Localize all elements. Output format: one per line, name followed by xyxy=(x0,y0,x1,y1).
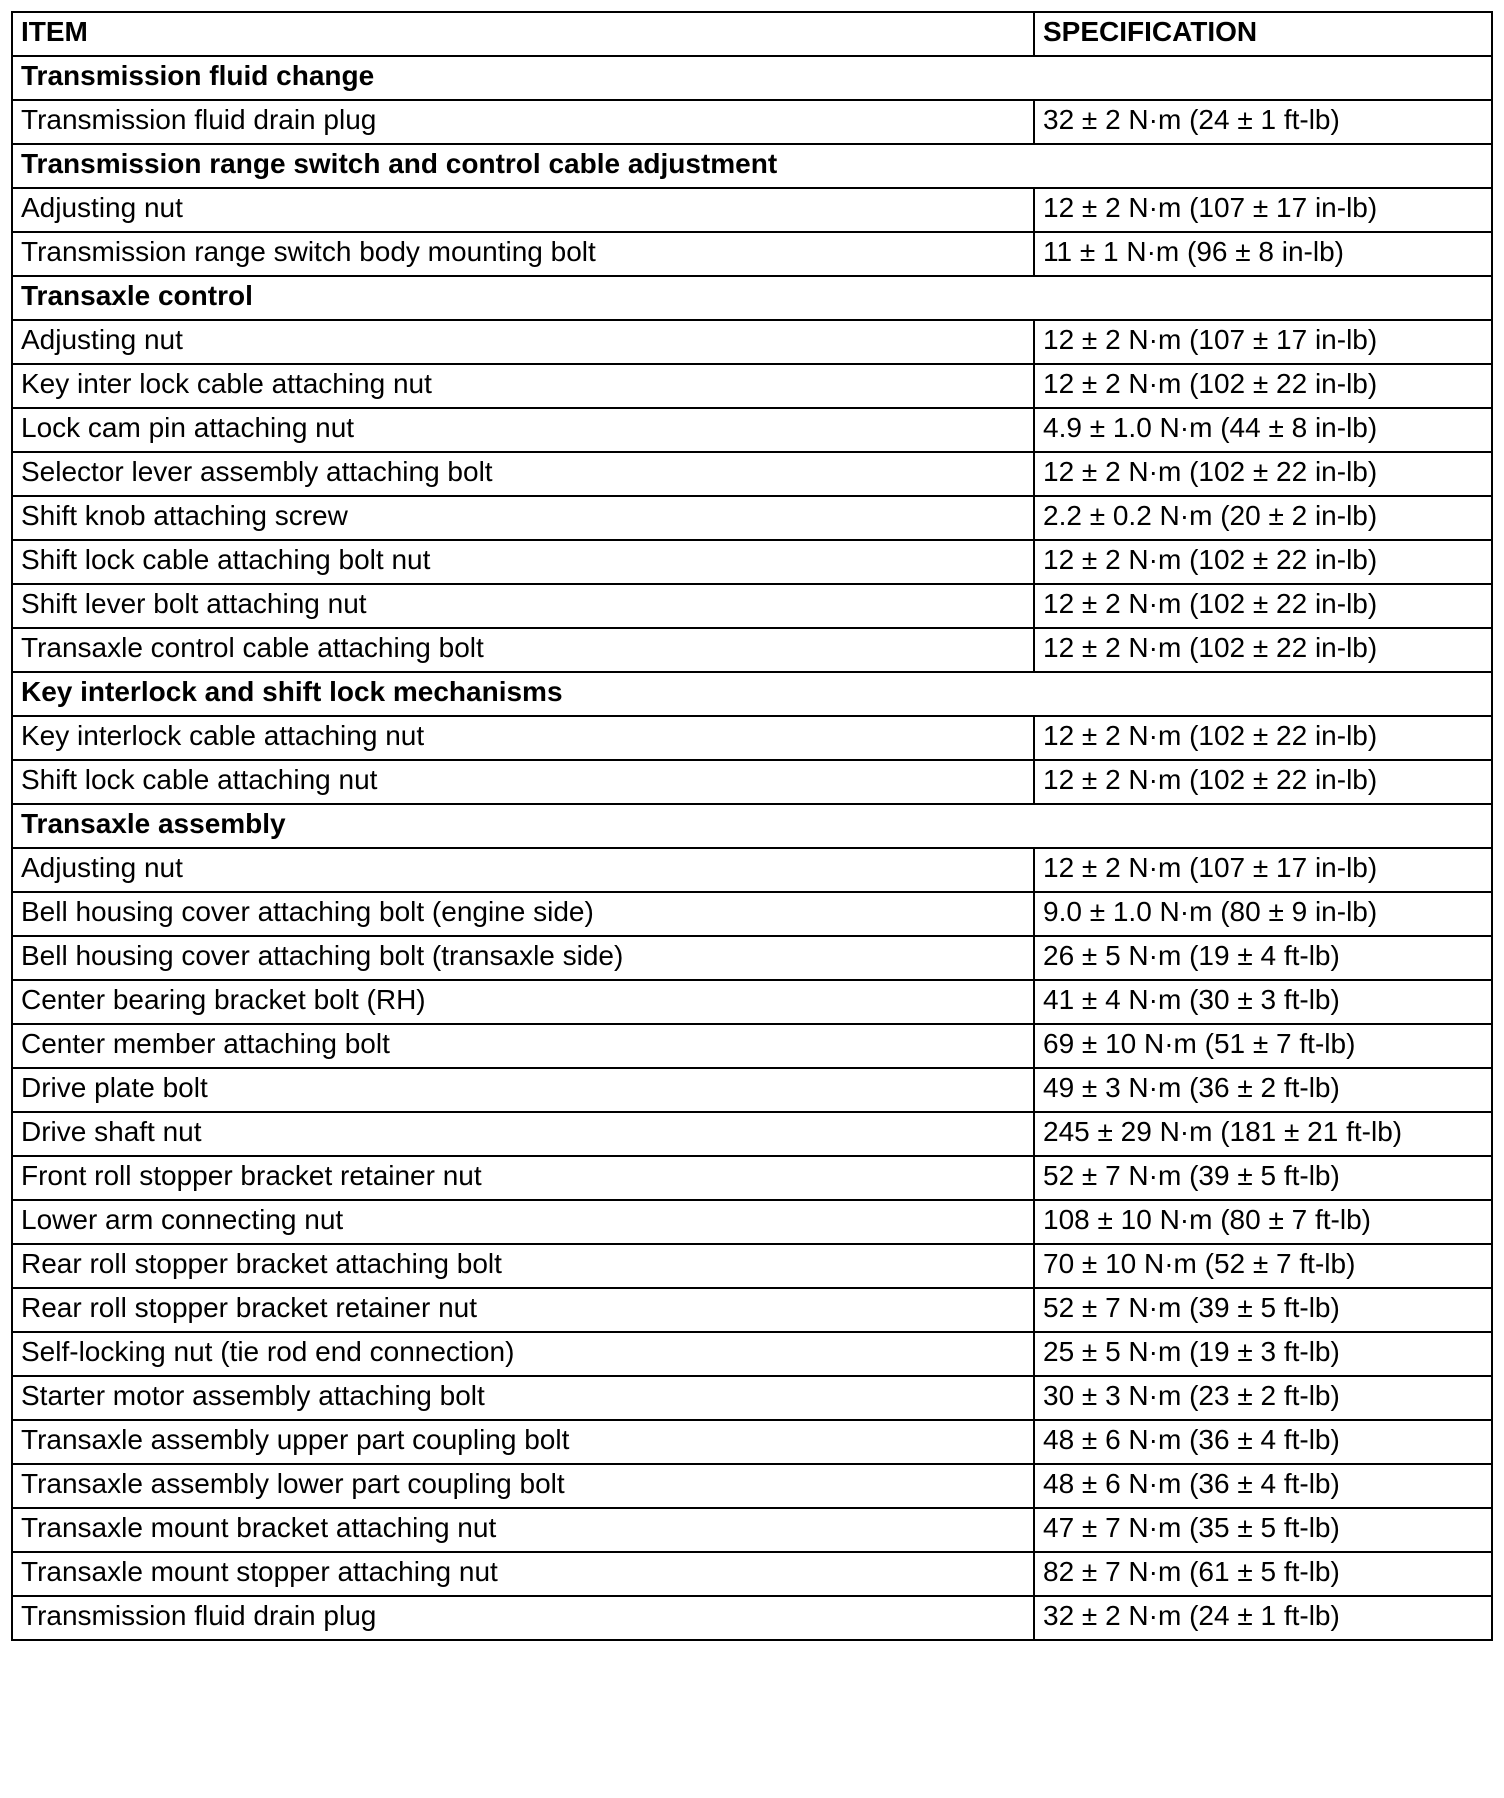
table-row xyxy=(12,232,1492,276)
item-cell: Self-locking nut (tie rod end connection) xyxy=(12,1332,1034,1376)
item-cell: Adjusting nut xyxy=(12,188,1034,232)
table-row xyxy=(12,1288,1492,1332)
specification-cell: 12 ± 2 N·m (102 ± 22 in-lb) xyxy=(1034,628,1492,672)
section-row xyxy=(12,144,1492,188)
section-title: Transaxle control xyxy=(12,276,1492,320)
item-cell: Transmission fluid drain plug xyxy=(12,100,1034,144)
item-cell: Transmission fluid drain plug xyxy=(12,1596,1034,1640)
item-cell: Shift lock cable attaching bolt nut xyxy=(12,540,1034,584)
specification-cell: 2.2 ± 0.2 N·m (20 ± 2 in-lb) xyxy=(1034,496,1492,540)
specification-cell: 12 ± 2 N·m (107 ± 17 in-lb) xyxy=(1034,848,1492,892)
specification-cell: 69 ± 10 N·m (51 ± 7 ft-lb) xyxy=(1034,1024,1492,1068)
specification-cell: 52 ± 7 N·m (39 ± 5 ft-lb) xyxy=(1034,1156,1492,1200)
specification-cell: 41 ± 4 N·m (30 ± 3 ft-lb) xyxy=(1034,980,1492,1024)
specification-cell: 12 ± 2 N·m (107 ± 17 in-lb) xyxy=(1034,188,1492,232)
table-row xyxy=(12,408,1492,452)
table-row xyxy=(12,980,1492,1024)
item-cell: Bell housing cover attaching bolt (engine side) xyxy=(12,892,1034,936)
table-row xyxy=(12,496,1492,540)
table-row xyxy=(12,100,1492,144)
item-cell: Transaxle assembly upper part coupling bolt xyxy=(12,1420,1034,1464)
section-title: Key interlock and shift lock mechanisms xyxy=(12,672,1492,716)
table-row xyxy=(12,1068,1492,1112)
column-header-item: ITEM xyxy=(12,12,1034,56)
specification-cell: 12 ± 2 N·m (107 ± 17 in-lb) xyxy=(1034,320,1492,364)
specification-cell: 12 ± 2 N·m (102 ± 22 in-lb) xyxy=(1034,540,1492,584)
section-title: Transmission range switch and control cable adjustment xyxy=(12,144,1492,188)
specification-cell: 245 ± 29 N·m (181 ± 21 ft-lb) xyxy=(1034,1112,1492,1156)
specification-cell: 30 ± 3 N·m (23 ± 2 ft-lb) xyxy=(1034,1376,1492,1420)
item-cell: Transaxle assembly lower part coupling bolt xyxy=(12,1464,1034,1508)
specification-cell: 48 ± 6 N·m (36 ± 4 ft-lb) xyxy=(1034,1420,1492,1464)
table-row xyxy=(12,1420,1492,1464)
specification-cell: 32 ± 2 N·m (24 ± 1 ft-lb) xyxy=(1034,100,1492,144)
specification-cell: 12 ± 2 N·m (102 ± 22 in-lb) xyxy=(1034,452,1492,496)
section-title: Transaxle assembly xyxy=(12,804,1492,848)
item-cell: Selector lever assembly attaching bolt xyxy=(12,452,1034,496)
item-cell: Front roll stopper bracket retainer nut xyxy=(12,1156,1034,1200)
specification-cell: 11 ± 1 N·m (96 ± 8 in-lb) xyxy=(1034,232,1492,276)
item-cell: Adjusting nut xyxy=(12,848,1034,892)
table-row xyxy=(12,1112,1492,1156)
item-cell: Center bearing bracket bolt (RH) xyxy=(12,980,1034,1024)
item-cell: Shift knob attaching screw xyxy=(12,496,1034,540)
specification-cell: 82 ± 7 N·m (61 ± 5 ft-lb) xyxy=(1034,1552,1492,1596)
table-row xyxy=(12,892,1492,936)
item-cell: Key inter lock cable attaching nut xyxy=(12,364,1034,408)
section-row xyxy=(12,672,1492,716)
table-row xyxy=(12,188,1492,232)
item-cell: Starter motor assembly attaching bolt xyxy=(12,1376,1034,1420)
specification-cell: 12 ± 2 N·m (102 ± 22 in-lb) xyxy=(1034,364,1492,408)
table-row xyxy=(12,1156,1492,1200)
item-cell: Adjusting nut xyxy=(12,320,1034,364)
table-row xyxy=(12,1596,1492,1640)
specification-cell: 12 ± 2 N·m (102 ± 22 in-lb) xyxy=(1034,760,1492,804)
item-cell: Transaxle control cable attaching bolt xyxy=(12,628,1034,672)
table-header-row xyxy=(12,12,1492,56)
item-cell: Shift lock cable attaching nut xyxy=(12,760,1034,804)
section-title: Transmission fluid change xyxy=(12,56,1492,100)
specification-cell: 25 ± 5 N·m (19 ± 3 ft-lb) xyxy=(1034,1332,1492,1376)
item-cell: Drive shaft nut xyxy=(12,1112,1034,1156)
table-row xyxy=(12,1244,1492,1288)
column-header-specification: SPECIFICATION xyxy=(1034,12,1492,56)
specification-cell: 70 ± 10 N·m (52 ± 7 ft-lb) xyxy=(1034,1244,1492,1288)
table-row xyxy=(12,848,1492,892)
specification-cell: 4.9 ± 1.0 N·m (44 ± 8 in-lb) xyxy=(1034,408,1492,452)
table-row xyxy=(12,760,1492,804)
table-row xyxy=(12,1200,1492,1244)
item-cell: Transaxle mount stopper attaching nut xyxy=(12,1552,1034,1596)
specification-cell: 47 ± 7 N·m (35 ± 5 ft-lb) xyxy=(1034,1508,1492,1552)
table-body xyxy=(12,56,1492,1640)
specification-cell: 32 ± 2 N·m (24 ± 1 ft-lb) xyxy=(1034,1596,1492,1640)
item-cell: Drive plate bolt xyxy=(12,1068,1034,1112)
item-cell: Bell housing cover attaching bolt (transaxle side) xyxy=(12,936,1034,980)
table-row xyxy=(12,716,1492,760)
specification-cell: 52 ± 7 N·m (39 ± 5 ft-lb) xyxy=(1034,1288,1492,1332)
item-cell: Shift lever bolt attaching nut xyxy=(12,584,1034,628)
item-cell: Rear roll stopper bracket retainer nut xyxy=(12,1288,1034,1332)
section-row xyxy=(12,56,1492,100)
item-cell: Transaxle mount bracket attaching nut xyxy=(12,1508,1034,1552)
section-row xyxy=(12,804,1492,848)
specification-cell: 48 ± 6 N·m (36 ± 4 ft-lb) xyxy=(1034,1464,1492,1508)
table-row xyxy=(12,320,1492,364)
table-row xyxy=(12,628,1492,672)
specification-cell: 9.0 ± 1.0 N·m (80 ± 9 in-lb) xyxy=(1034,892,1492,936)
table-row xyxy=(12,540,1492,584)
table-row xyxy=(12,364,1492,408)
table-row xyxy=(12,1464,1492,1508)
item-cell: Lower arm connecting nut xyxy=(12,1200,1034,1244)
table-row xyxy=(12,1552,1492,1596)
table-row xyxy=(12,1024,1492,1068)
table-row xyxy=(12,936,1492,980)
specification-cell: 108 ± 10 N·m (80 ± 7 ft-lb) xyxy=(1034,1200,1492,1244)
item-cell: Lock cam pin attaching nut xyxy=(12,408,1034,452)
specification-cell: 26 ± 5 N·m (19 ± 4 ft-lb) xyxy=(1034,936,1492,980)
table-row xyxy=(12,1508,1492,1552)
item-cell: Transmission range switch body mounting bolt xyxy=(12,232,1034,276)
item-cell: Rear roll stopper bracket attaching bolt xyxy=(12,1244,1034,1288)
table-row xyxy=(12,1332,1492,1376)
item-cell: Center member attaching bolt xyxy=(12,1024,1034,1068)
table-row xyxy=(12,584,1492,628)
item-cell: Key interlock cable attaching nut xyxy=(12,716,1034,760)
table-row xyxy=(12,1376,1492,1420)
specification-cell: 49 ± 3 N·m (36 ± 2 ft-lb) xyxy=(1034,1068,1492,1112)
specification-cell: 12 ± 2 N·m (102 ± 22 in-lb) xyxy=(1034,584,1492,628)
torque-spec-table xyxy=(11,11,1493,1641)
specification-cell: 12 ± 2 N·m (102 ± 22 in-lb) xyxy=(1034,716,1492,760)
section-row xyxy=(12,276,1492,320)
table-row xyxy=(12,452,1492,496)
